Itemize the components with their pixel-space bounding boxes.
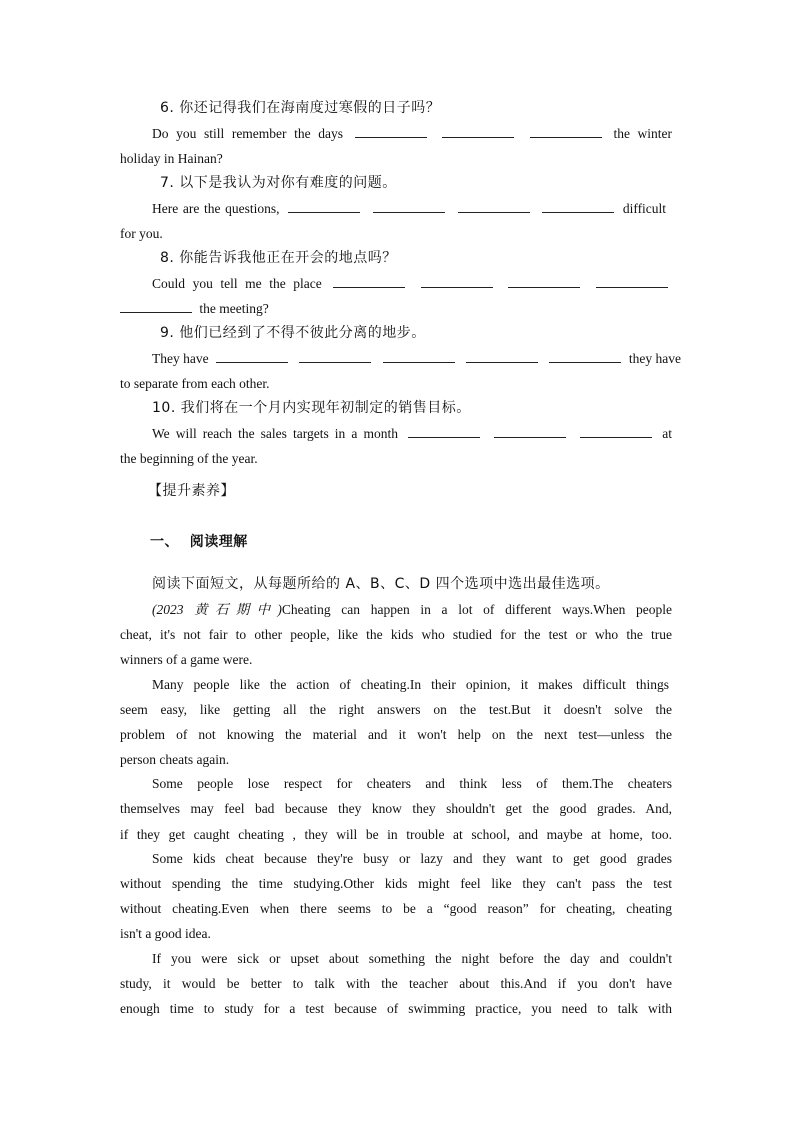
answer-blank[interactable] xyxy=(421,275,493,288)
exercise-8-chinese: 8. 你能告诉我他正在开会的地点吗？ xyxy=(160,250,397,266)
passage-p4-line2: without spending the time studying.Other kids might feel like they can't pass the test xyxy=(120,876,672,891)
answer-blank[interactable] xyxy=(216,350,288,363)
passage-p4-line1: Some kids cheat because they're busy or lazy and they want to get good grades xyxy=(152,851,672,866)
exercise-9-english-line2: to separate from each other. xyxy=(120,376,270,391)
answer-blank[interactable] xyxy=(549,350,621,363)
passage-p2-line4: person cheats again. xyxy=(120,752,230,767)
section-label: 【提升素养】 xyxy=(148,483,235,499)
section-title: 一、 阅读理解 xyxy=(150,534,248,550)
source-tag: (2023 黄石期中) xyxy=(152,602,282,617)
passage-text: Cheating can happen in a lot of different ways.When people xyxy=(281,602,673,617)
passage-p1-line1 xyxy=(152,601,672,619)
answer-blank[interactable] xyxy=(530,125,602,138)
passage-p4-line3: without cheating.Even when there seems to be a “good reason” for cheating, cheating xyxy=(120,901,672,916)
exercise-7-text-before: Here are the questions, xyxy=(152,201,280,216)
exercise-8-text-before: Could you tell me the place xyxy=(152,276,322,291)
passage-p5-line3: enough time to study for a test because of swimming practice, you need to talk with xyxy=(120,1001,672,1016)
answer-blank[interactable] xyxy=(458,200,530,213)
exercise-8-english-line1 xyxy=(152,275,672,293)
answer-blank[interactable] xyxy=(288,200,360,213)
exercise-9-chinese: 9. 他们已经到了不得不彼此分离的地步。 xyxy=(160,325,426,341)
answer-blank[interactable] xyxy=(508,275,580,288)
passage-p2-line3: problem of not knowing the material and it won't help on the next test—unless the xyxy=(120,727,672,742)
answer-blank[interactable] xyxy=(542,200,614,213)
passage-p2-line2: seem easy, like getting all the right answers on the test.But it doesn't solve the xyxy=(120,702,672,717)
exercise-7-english-line2: for you. xyxy=(120,226,163,241)
exercise-7-text-after: difficult xyxy=(622,201,667,216)
exercise-10-text-before: We will reach the sales targets in a month xyxy=(152,426,398,441)
answer-blank[interactable] xyxy=(442,125,514,138)
exercise-9-english-line1 xyxy=(152,350,681,368)
passage-p1-line3: winners of a game were. xyxy=(120,652,253,667)
passage-p4-line4: isn't a good idea. xyxy=(120,926,211,941)
exercise-10-chinese: 10. 我们将在一个月内实现年初制定的销售目标。 xyxy=(152,400,471,416)
answer-blank[interactable] xyxy=(299,350,371,363)
exercise-8-english-line2 xyxy=(120,300,672,318)
answer-blank[interactable] xyxy=(333,275,405,288)
exercise-10-english-line1 xyxy=(152,425,672,443)
passage-p5-line1: If you were sick or upset about something the night before the day and couldn't xyxy=(152,951,672,966)
answer-blank[interactable] xyxy=(494,425,566,438)
exercise-10-text-after: at xyxy=(662,426,673,441)
passage-p1-line2: cheat, it's not fair to other people, like the kids who studied for the test or who the true xyxy=(120,627,672,642)
answer-blank[interactable] xyxy=(466,350,538,363)
exercise-10-english-line2: the beginning of the year. xyxy=(120,451,258,466)
answer-blank[interactable] xyxy=(373,200,445,213)
answer-blank[interactable] xyxy=(596,275,668,288)
exercise-7-english-line1 xyxy=(152,200,666,218)
exercise-8-text-after: the meeting? xyxy=(199,301,269,316)
answer-blank[interactable] xyxy=(408,425,480,438)
exercise-6-english-line2: holiday in Hainan? xyxy=(120,151,223,166)
answer-blank[interactable] xyxy=(355,125,427,138)
exercise-6-english-line1 xyxy=(152,125,672,143)
exercise-6-text-before: Do you still remember the days xyxy=(152,126,343,141)
passage-p3-line2: themselves may feel bad because they know they shouldn't get the good grades. And, xyxy=(120,801,672,816)
exercise-9-text-before: They have xyxy=(152,351,209,366)
passage-p3-line1: Some people lose respect for cheaters and think less of them.The cheaters xyxy=(152,776,672,791)
passage-p5-line2: study, it would be better to talk with the teacher about this.And if you don't have xyxy=(120,976,672,991)
passage-p2-line1: Many people like the action of cheating.In their opinion, it makes difficult things xyxy=(152,677,669,692)
exercise-7-chinese: 7. 以下是我认为对你有难度的问题。 xyxy=(160,175,397,191)
exercise-9-text-after: they have xyxy=(628,351,681,366)
passage-p3-line3: if they get caught cheating , they will be in trouble at school, and maybe at home, too. xyxy=(120,827,672,842)
exercise-6-text-after: the winter xyxy=(613,126,673,141)
exercise-6-chinese: 6. 你还记得我们在海南度过寒假的日子吗？ xyxy=(160,100,441,116)
reading-instruction: 阅读下面短文，从每题所给的 A、B、C、D 四个选项中选出最佳选项。 xyxy=(152,576,610,592)
answer-blank[interactable] xyxy=(383,350,455,363)
answer-blank[interactable] xyxy=(580,425,652,438)
answer-blank[interactable] xyxy=(120,300,192,313)
